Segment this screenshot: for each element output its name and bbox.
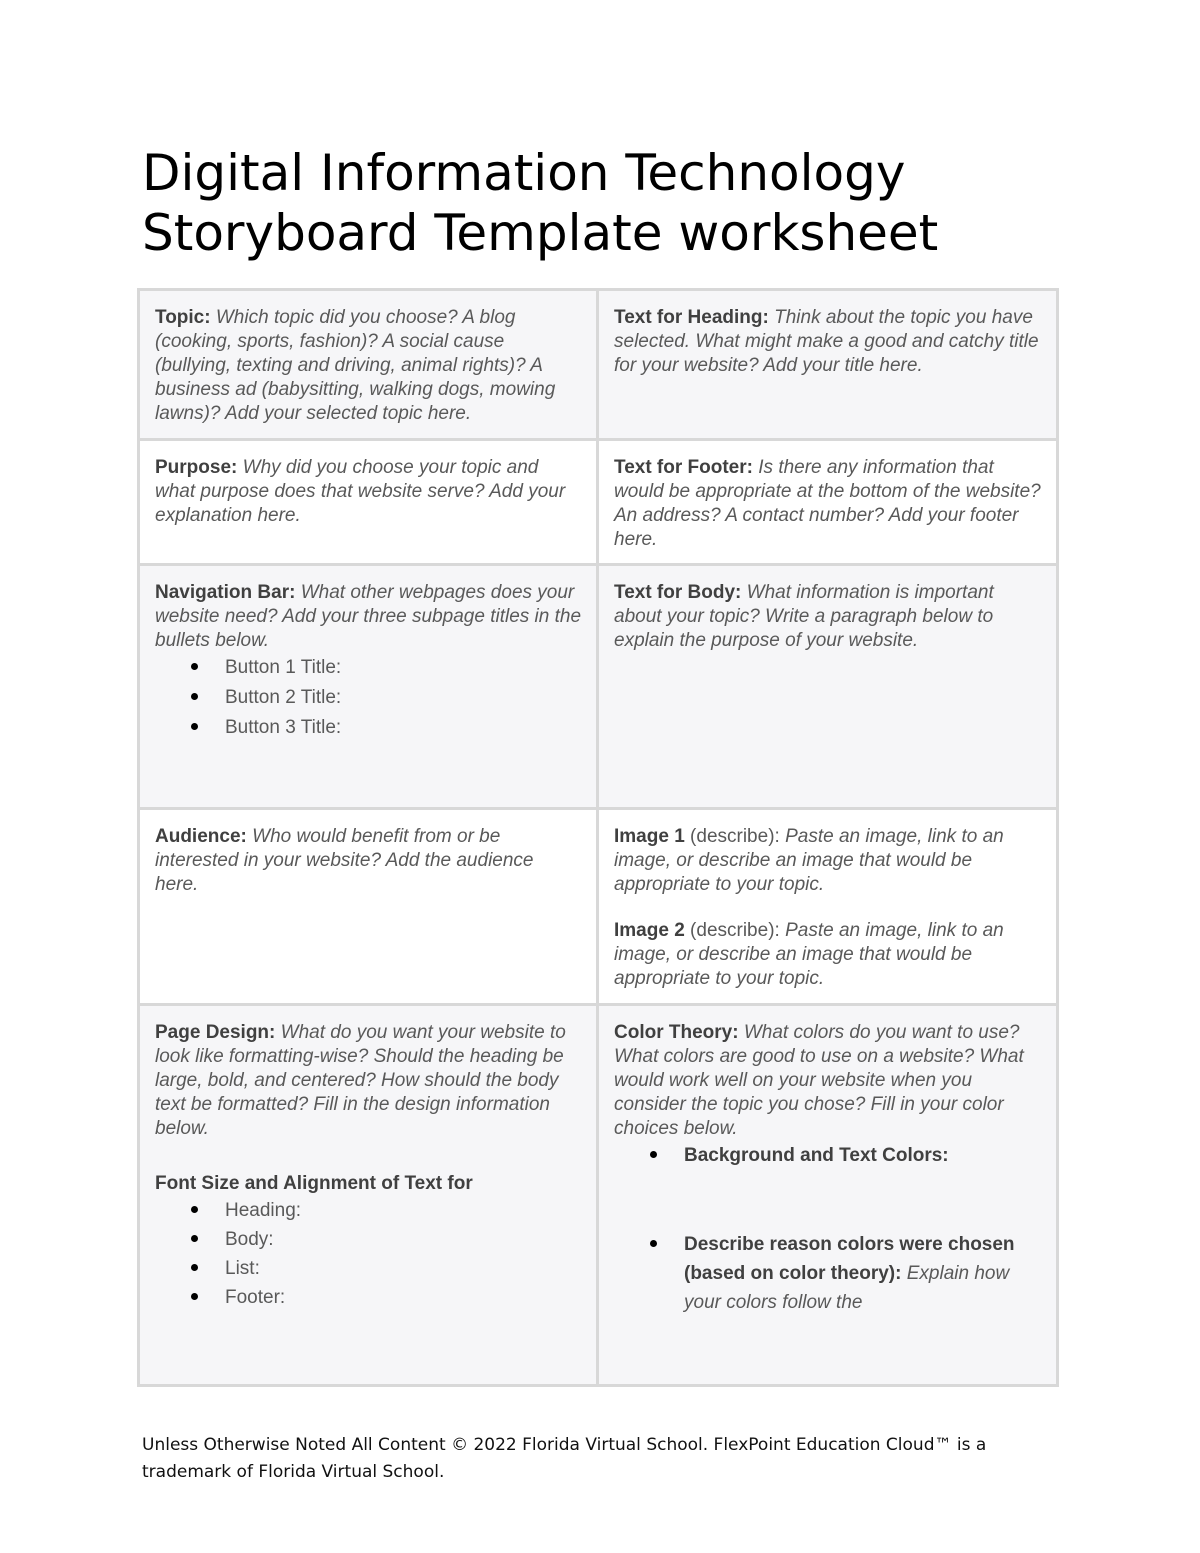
- color-item-1: Background and Text Colors:: [684, 1145, 949, 1166]
- cell-body-text[interactable]: [599, 566, 1056, 807]
- color-item-2-label: Describe reason colors were chosen (based on color theory):: [684, 1234, 1015, 1284]
- footer-text-text: Is there any information that would be appropriate at the bottom of the website? An address? A contact number? Add your footer here.: [614, 457, 1041, 550]
- page-title: [142, 143, 1102, 263]
- footer-text-label: Text for Footer:: [614, 457, 753, 478]
- font-size-heading: Font Size and Alignment of Text for: [155, 1173, 473, 1194]
- navigation-list: [155, 653, 582, 743]
- heading-label: Text for Heading:: [614, 307, 769, 328]
- audience-text: Who would benefit from or be interested in your website? Add the audience here.: [155, 826, 534, 895]
- storyboard-table: [137, 288, 1059, 1387]
- body-text-text: What information is important about your topic? Write a paragraph below to explain the purpose of your website.: [614, 582, 994, 651]
- page-design-label: Page Design:: [155, 1022, 276, 1043]
- list-item: Heading:: [155, 1196, 582, 1225]
- topic-label: Topic:: [155, 307, 211, 328]
- image-1-describe: (describe):: [684, 826, 780, 847]
- title-line-1: Digital Information Technology: [142, 144, 906, 202]
- image-2-text: Paste an image, link to an image, or describe an image that would be appropriate to your topic.: [614, 920, 1004, 989]
- list-item: Button 1 Title:: [155, 653, 582, 683]
- cell-images[interactable]: [599, 810, 1056, 1003]
- cell-audience[interactable]: [140, 810, 596, 1003]
- page-design-text: What do you want your website to look like formatting-wise? Should the heading be large, bold, and centered? How should the body text be formatted? Fill in the design information below.: [155, 1022, 566, 1139]
- list-item: List:: [155, 1254, 582, 1283]
- navigation-text: What other webpages does your website need? Add your three subpage titles in the bullets below.: [155, 582, 582, 651]
- cell-page-design[interactable]: [140, 1006, 596, 1384]
- topic-text: Which topic did you choose? A blog (cooking, sports, fashion)? A social cause (bullying, texting and driving, animal rights)? A business ad (babysitting, walking dogs, mowing lawns)? Add your selected topic here.: [155, 307, 556, 424]
- image-2-describe: (describe):: [684, 920, 780, 941]
- heading-text: Think about the topic you have selected. What might make a good and catchy title for your website? Add your title here.: [614, 307, 1039, 376]
- cell-color-theory[interactable]: [599, 1006, 1056, 1384]
- cell-topic[interactable]: [140, 291, 596, 438]
- list-item: [614, 1230, 1042, 1317]
- copyright-footer: Unless Otherwise Noted All Content © 2022 Florida Virtual School. FlexPoint Education Cloud™ is a trademark of Florida Virtual School.: [142, 1435, 987, 1482]
- list-item: Body:: [155, 1225, 582, 1254]
- audience-label: Audience:: [155, 826, 247, 847]
- image-2-label: Image 2: [614, 920, 685, 941]
- list-item: Button 3 Title:: [155, 713, 582, 743]
- image-1-block: [614, 825, 1042, 897]
- color-theory-label: Color Theory:: [614, 1022, 739, 1043]
- list-item: Button 2 Title:: [155, 683, 582, 713]
- list-item: [614, 1141, 1042, 1170]
- color-list: [614, 1141, 1042, 1317]
- title-line-2: Storyboard Template worksheet: [142, 204, 939, 262]
- cell-heading[interactable]: [599, 291, 1056, 438]
- body-text-label: Text for Body:: [614, 582, 742, 603]
- cell-purpose[interactable]: [140, 441, 596, 563]
- cell-footer-text[interactable]: [599, 441, 1056, 563]
- color-theory-text: What colors do you want to use? What colors are good to use on a website? What would work well on your website when you consider the topic you chose? Fill in your color choices below.: [614, 1022, 1024, 1139]
- image-1-text: Paste an image, link to an image, or describe an image that would be appropriate to your topic.: [614, 826, 1004, 895]
- navigation-label: Navigation Bar:: [155, 582, 296, 603]
- list-item: Footer:: [155, 1283, 582, 1312]
- image-1-label: Image 1: [614, 826, 685, 847]
- cell-navigation[interactable]: [140, 566, 596, 807]
- color-item-2-text: Explain how your colors follow the: [684, 1263, 1010, 1313]
- purpose-label: Purpose:: [155, 457, 238, 478]
- font-size-list: [155, 1196, 582, 1312]
- purpose-text: Why did you choose your topic and what purpose does that website serve? Add your explanation here.: [155, 457, 566, 526]
- image-2-block: [614, 919, 1042, 991]
